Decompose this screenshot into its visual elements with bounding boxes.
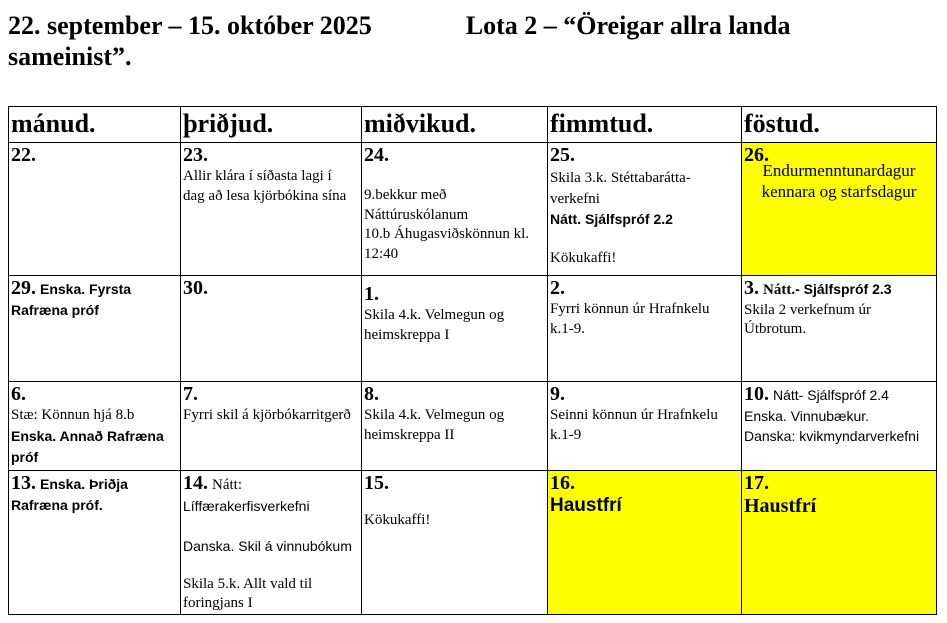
day-number: 6. [11, 383, 26, 405]
event-text-bold: próf [11, 448, 39, 465]
event-text: Kökukaffi! [550, 250, 617, 266]
event-text-bold: Enska. Annað Rafræna [11, 427, 164, 444]
day-number: 25. [550, 144, 575, 166]
day-number: 14. [183, 472, 208, 494]
event-text: k.1-9 [550, 426, 582, 443]
event-text: 9.bekkur með [364, 187, 447, 203]
day-number: 3. [744, 277, 759, 299]
day-number: 30. [183, 277, 208, 299]
day-cell [9, 471, 181, 615]
header-row [9, 107, 937, 143]
day-cell [9, 276, 181, 382]
event-text: Seinni könnun úr Hrafnkelu [550, 407, 718, 423]
day-number: 29. [11, 277, 36, 299]
day-number: 24. [364, 144, 389, 166]
event-text: Náttúruskólanum [364, 206, 469, 223]
day-cell [362, 382, 548, 471]
event-text: foringjans I [183, 595, 253, 611]
day-cell [181, 276, 362, 382]
event-text: Skila 4.k. Velmegun og [364, 307, 505, 323]
page-title [8, 10, 938, 72]
event-text-bold: Rafræna próf. [11, 497, 103, 513]
day-cell [548, 143, 742, 276]
event-text: Danska: kvikmyndarverkefni [744, 428, 920, 444]
day-cell-highlight [742, 471, 937, 615]
day-number: 13. [11, 472, 36, 494]
day-cell [9, 382, 181, 471]
calendar-table [8, 106, 937, 615]
date-range: 22. september – 15. október 2025 [8, 11, 372, 40]
day-number: 22. [11, 144, 36, 166]
event-text: heimskreppa II [364, 426, 455, 443]
event-text: Fyrri könnun úr Hrafnkelu [550, 301, 710, 317]
day-cell [742, 382, 937, 471]
event-text: Líffærakerfisverkefni [183, 497, 310, 514]
event-text: Skila 5.k. Allt vald til [183, 575, 313, 592]
event-text: 12:40 [364, 245, 399, 262]
day-number: 8. [364, 383, 379, 405]
day-number: 2. [550, 277, 565, 299]
day-cell [9, 143, 181, 276]
day-cell [181, 471, 362, 615]
week-row [9, 382, 937, 471]
event-text: Danska. Skil á vinnubókum [183, 537, 352, 554]
event-text: Skila 3.k. Stéttabarátta- [550, 170, 691, 186]
day-number: 7. [183, 383, 198, 405]
lota-title-cont: sameinist”. [8, 42, 132, 71]
event-text: heimskreppa I [364, 326, 450, 343]
event-text: 10.b Áhugasviðskönnun kl. [364, 226, 529, 242]
col-header-friday: föstud. [742, 107, 937, 143]
day-cell [742, 276, 937, 382]
holiday-label: Haustfrí [550, 495, 622, 516]
event-text: Endurmenntunardagur [762, 161, 916, 180]
day-number: 10. [744, 383, 769, 405]
event-text: Nátt- Sjálfspróf 2.4 [773, 387, 889, 403]
holiday-label: Haustfrí [744, 495, 817, 517]
day-cell [362, 143, 548, 276]
col-header-thursday: fimmtud. [548, 107, 742, 143]
day-number: 26. [744, 144, 769, 166]
day-number: 15. [364, 472, 389, 494]
week-row [9, 471, 937, 615]
event-text: Allir klára í síðasta lagi í [183, 168, 332, 184]
day-number: 17. [744, 472, 769, 494]
day-cell [362, 471, 548, 615]
event-text: dag að lesa kjörbókina sína [183, 187, 347, 204]
event-text-bold: Nátt. Sjálfspróf 2.2 [550, 211, 673, 227]
event-text: Skila 2 verkefnum úr [744, 301, 872, 318]
week-row [9, 276, 937, 382]
event-text: Nátt. [763, 282, 796, 298]
day-number: 1. [364, 283, 379, 305]
col-header-wednesday: miðvikud. [362, 107, 548, 143]
day-cell [181, 382, 362, 471]
day-cell [548, 382, 742, 471]
day-cell [181, 143, 362, 276]
day-cell-highlight [548, 471, 742, 615]
day-number: 23. [183, 144, 208, 166]
day-number: 16. [550, 472, 575, 494]
event-text: Fyrri skil á kjörbókarritgerð [183, 407, 351, 423]
col-header-monday: mánud. [9, 107, 181, 143]
week-row [9, 143, 937, 276]
lota-title: Lota 2 – “Öreigar allra landa [465, 11, 791, 40]
event-text: Skila 4.k. Velmegun og [364, 407, 505, 423]
col-header-tuesday: þriðjud. [181, 107, 362, 143]
day-cell [362, 276, 548, 382]
day-cell [548, 276, 742, 382]
day-cell-highlight [742, 143, 937, 276]
event-text: Stæ: Könnun hjá 8.b [11, 407, 135, 423]
event-text-bold: Rafræna próf [11, 302, 99, 318]
event-text-bold: - Sjálfspróf 2.3 [795, 281, 892, 297]
event-text: k.1-9. [550, 320, 585, 337]
event-text: verkefni [550, 191, 600, 207]
event-text: Útbrotum. [744, 321, 807, 337]
event-text: Nátt: [212, 477, 242, 493]
day-number: 9. [550, 383, 565, 405]
event-text: kennara og starfsdagur [761, 182, 917, 201]
event-text: Kökukaffi! [364, 512, 431, 528]
event-text-bold: Enska. Fyrsta [40, 281, 132, 297]
event-text: Enska. Vinnubækur. [744, 408, 870, 424]
event-text-bold: Enska. Þriðja [40, 476, 128, 492]
